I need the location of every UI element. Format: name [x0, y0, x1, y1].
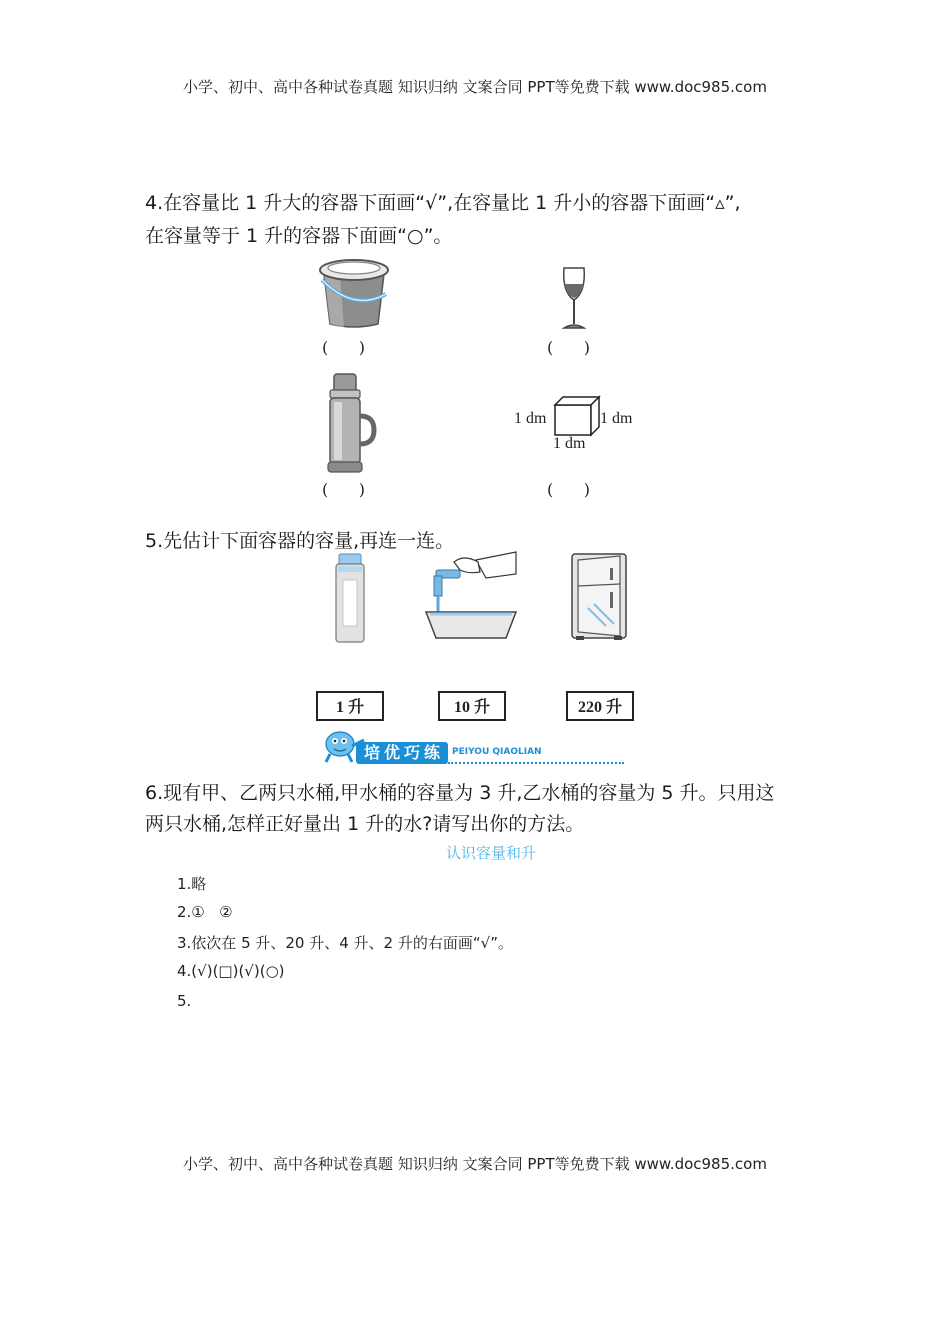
- question-5-text: 5.先估计下面容器的容量,再连一连。: [145, 530, 455, 552]
- option-10-liters[interactable]: 10 升: [438, 691, 506, 721]
- cube-illustration: [553, 395, 601, 437]
- cube-label-right: 1 dm: [600, 410, 633, 427]
- cube-answer-blank[interactable]: ( ): [547, 480, 590, 499]
- faucet-basin-illustration: [424, 550, 518, 642]
- answer-item-1: 1.略: [177, 875, 207, 893]
- wine-glass-illustration: [560, 266, 588, 332]
- thermos-illustration: [322, 372, 380, 474]
- banner-title: 培优巧练: [364, 743, 445, 762]
- answer-item-2: 2.① ②: [177, 903, 233, 921]
- shampoo-bottle-illustration: [334, 552, 366, 644]
- question-6-line-2: 两只水桶,怎样正好量出 1 升的水?请写出你的方法。: [145, 813, 585, 835]
- option-220-liters[interactable]: 220 升: [566, 691, 634, 721]
- answer-item-3: 3.依次在 5 升、20 升、4 升、2 升的右面画“√”。: [177, 934, 513, 952]
- wine-glass-answer-blank[interactable]: ( ): [547, 338, 590, 357]
- answer-item-4: 4.(√)(□)(√)(○): [177, 962, 285, 980]
- page-footer: 小学、初中、高中各种试卷真题 知识归纳 文案合同 PPT等免费下载 www.doc985.com: [183, 1155, 767, 1173]
- banner-subtitle: PEIYOU QIAOLIAN: [452, 747, 542, 757]
- page-header: 小学、初中、高中各种试卷真题 知识归纳 文案合同 PPT等免费下载 www.doc985.com: [183, 78, 767, 96]
- question-6-line-1: 6.现有甲、乙两只水桶,甲水桶的容量为 3 升,乙水桶的容量为 5 升。只用这: [145, 782, 775, 804]
- answer-item-5: 5.: [177, 992, 192, 1010]
- bucket-answer-blank[interactable]: ( ): [322, 338, 365, 357]
- cube-label-left: 1 dm: [514, 410, 547, 427]
- cube-label-bottom: 1 dm: [553, 435, 586, 452]
- option-1-liter[interactable]: 1 升: [316, 691, 384, 721]
- refrigerator-illustration: [570, 552, 628, 642]
- banner-divider: [448, 762, 624, 764]
- question-4-line-1: 4.在容量比 1 升大的容器下面画“√”,在容量比 1 升小的容器下面画“▵”,: [145, 192, 741, 214]
- answer-section-title: 认识容量和升: [445, 844, 536, 862]
- question-4-line-2: 在容量等于 1 升的容器下面画“○”。: [145, 225, 453, 247]
- thermos-answer-blank[interactable]: ( ): [322, 480, 365, 499]
- bucket-illustration: [314, 250, 394, 330]
